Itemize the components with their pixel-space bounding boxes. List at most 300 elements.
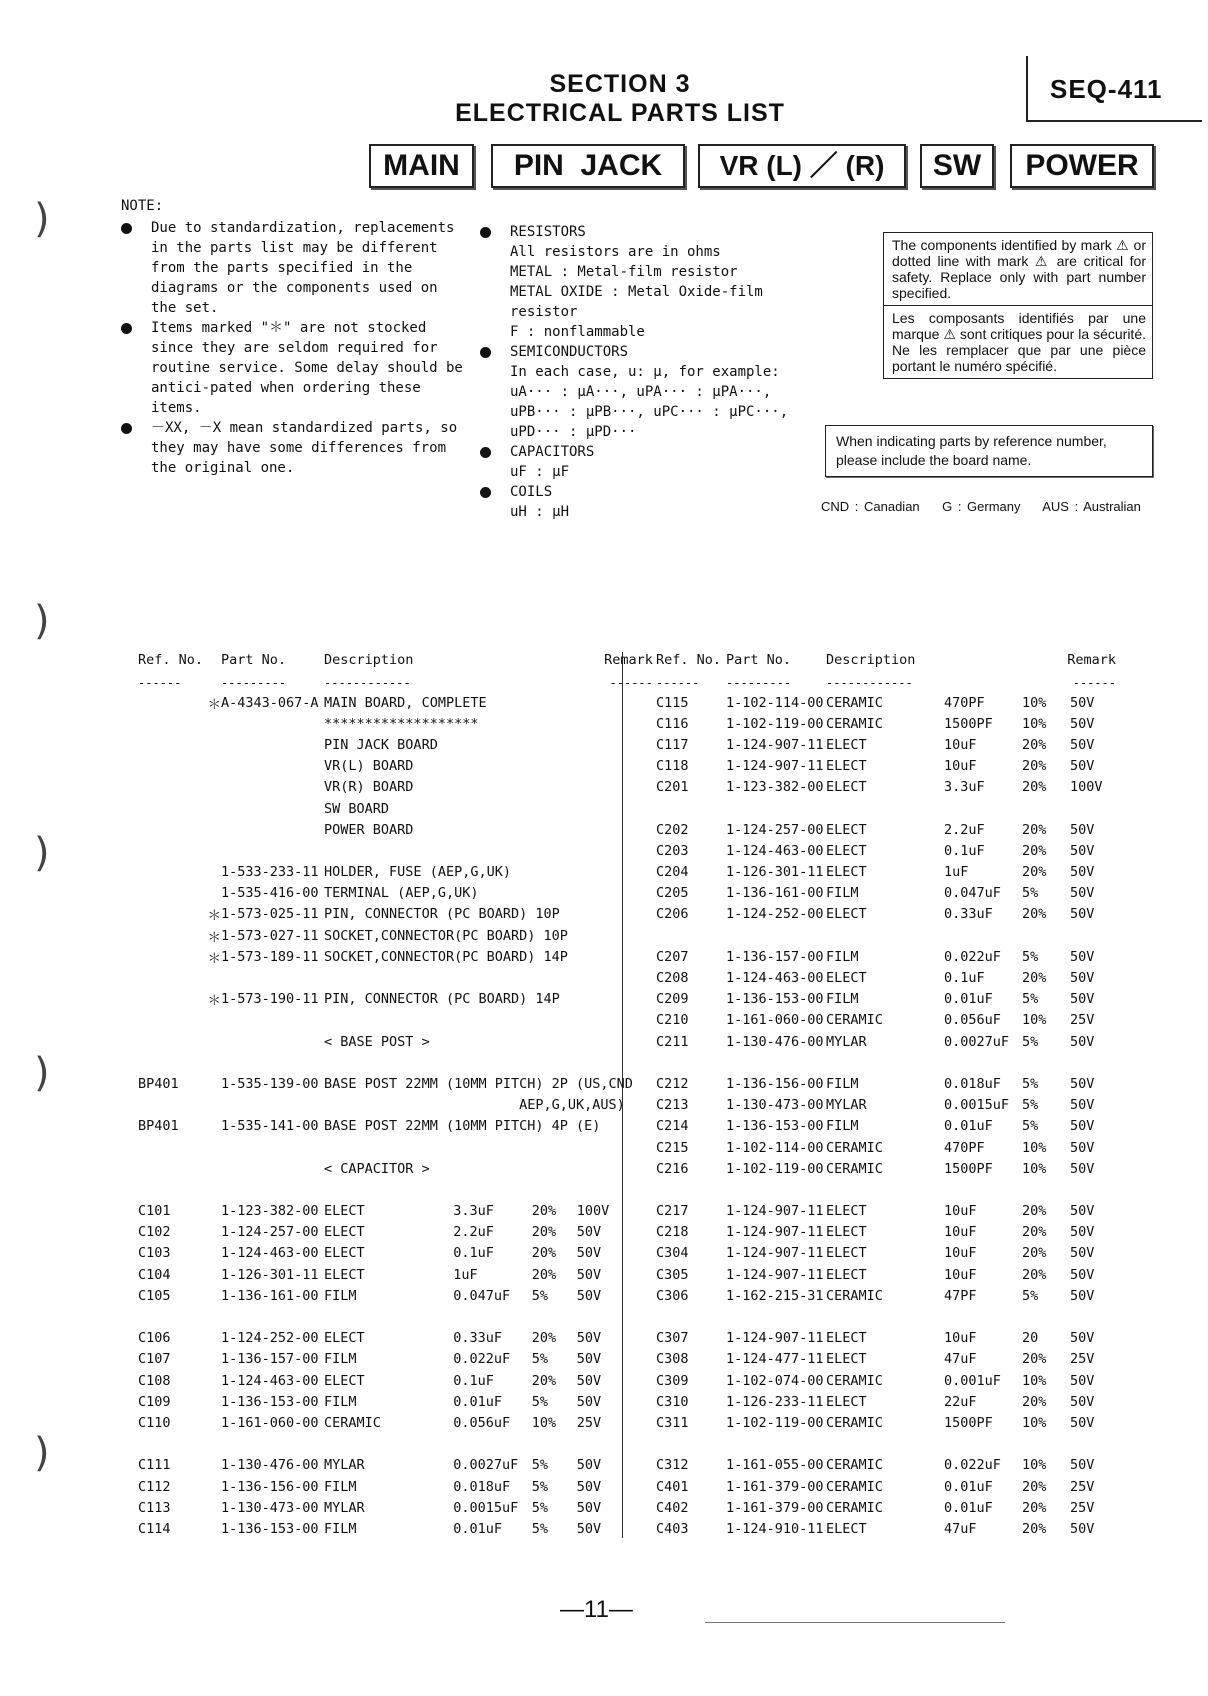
table-row	[656, 1518, 1116, 1539]
value	[944, 1306, 1022, 1327]
description: MYLAR	[324, 1457, 365, 1474]
ref-cell	[656, 798, 726, 819]
part-number: 1-102-119-00	[726, 1414, 824, 1431]
ref-cell	[656, 1052, 726, 1073]
model-number: SEQ-411	[1050, 74, 1163, 104]
value: 0.022uF	[453, 1351, 511, 1368]
part-number: 1-102-114-00	[726, 694, 824, 711]
description: FILM	[324, 1393, 357, 1410]
part-number: 1-124-907-11	[726, 1330, 824, 1347]
tolerance: 20%	[1022, 758, 1047, 775]
tolerance: 5%	[1022, 991, 1039, 1008]
part-number	[221, 1306, 324, 1327]
tolerance: 20%	[1022, 970, 1047, 987]
value: 0.001uF	[944, 1372, 1001, 1389]
ref-cell	[138, 1434, 203, 1455]
tolerance: 5%	[1022, 1287, 1039, 1304]
part-number	[221, 798, 324, 819]
part-number: 1-136-161-00	[221, 1287, 319, 1304]
tolerance: 5%	[1022, 948, 1039, 965]
tolerance: 5%	[531, 1287, 549, 1304]
tolerance: 5%	[531, 1393, 549, 1410]
voltage: 50V	[576, 1245, 602, 1262]
ref-cell	[138, 967, 203, 988]
abbreviation-group	[480, 442, 820, 482]
part-number: A-4343-067-A	[221, 694, 319, 711]
table-row	[138, 1243, 653, 1264]
value	[944, 1052, 1022, 1073]
voltage: 50V	[576, 1520, 602, 1537]
table-row	[656, 692, 1116, 713]
part-number: 1-136-157-00	[726, 948, 824, 965]
abbreviation-line: F : nonflammable	[510, 324, 645, 340]
description: FILM	[826, 1118, 859, 1135]
description: ELECT	[826, 758, 867, 775]
value	[453, 1434, 532, 1455]
tolerance: 20%	[1022, 1351, 1047, 1368]
voltage: 50V	[1070, 1245, 1095, 1262]
description: PIN JACK BOARD	[324, 736, 438, 753]
tolerance: 20%	[1022, 906, 1047, 923]
tolerance: 5%	[531, 1351, 549, 1368]
part-number	[726, 925, 826, 946]
ref-cell: C304	[656, 1245, 689, 1262]
value: 0.01uF	[944, 1118, 993, 1135]
tolerance: 20%	[1022, 1478, 1047, 1495]
abbreviation-line: uPD··· : μPD···	[510, 424, 637, 440]
part-number: 1-124-252-00	[726, 906, 824, 923]
abbreviation-line: In each case, u: μ, for example:	[510, 364, 780, 380]
table-row	[138, 989, 653, 1010]
col-header-ref: Ref. No.	[138, 652, 204, 668]
table-row	[656, 1497, 1116, 1518]
voltage	[1058, 798, 1116, 819]
value: 3.3uF	[453, 1203, 494, 1220]
table-row	[656, 1031, 1116, 1052]
ref-cell: C217	[656, 1203, 689, 1220]
stock-mark	[203, 840, 221, 861]
tolerance	[532, 1010, 577, 1031]
table-row	[656, 1370, 1116, 1391]
part-number: 1-130-476-00	[726, 1033, 824, 1050]
description: FILM	[826, 948, 859, 965]
ref-cell: C208	[656, 970, 689, 987]
ref-cell: C213	[656, 1097, 689, 1114]
tolerance	[532, 1052, 577, 1073]
table-row	[656, 1095, 1116, 1116]
part-number: 1-136-153-00	[726, 991, 824, 1008]
ref-cell: C401	[656, 1478, 689, 1495]
description: ELECT	[324, 1203, 365, 1220]
tolerance: 20%	[1022, 1245, 1047, 1262]
value: 0.01uF	[453, 1393, 502, 1410]
table-row	[138, 734, 653, 755]
description: SOCKET,CONNECTOR(PC BOARD) 10P	[324, 927, 568, 944]
ref-cell: C111	[138, 1457, 171, 1474]
value: 0.1uF	[453, 1245, 494, 1262]
part-number: 1-161-379-00	[726, 1499, 824, 1516]
table-row	[138, 883, 653, 904]
tolerance	[532, 967, 577, 988]
table-row	[656, 798, 1116, 819]
ref-cell	[138, 1031, 203, 1052]
table-row	[656, 756, 1116, 777]
description: BASE POST 22MM (10MM PITCH) 4P (E)	[324, 1118, 601, 1135]
value: 0.01uF	[453, 1520, 502, 1537]
value	[453, 1052, 532, 1073]
ref-cell: C109	[138, 1393, 171, 1410]
abbreviation-heading: COILS	[510, 484, 553, 500]
part-number	[221, 1179, 324, 1200]
part-number: 1-130-476-00	[221, 1457, 319, 1474]
ref-cell: C102	[138, 1224, 171, 1241]
description	[826, 798, 944, 819]
abbreviation-line: All resistors are in ohms	[510, 244, 721, 260]
table-row	[656, 1137, 1116, 1158]
voltage: 50V	[1070, 821, 1095, 838]
reference-note: When indicating parts by reference number, please include the board name.	[825, 425, 1153, 477]
tolerance: 20%	[1022, 779, 1047, 796]
ref-cell	[138, 925, 203, 946]
country-legend: CND : Canadian G : Germany AUS : Australian	[821, 499, 1141, 514]
part-number	[221, 819, 324, 840]
description	[324, 1434, 453, 1455]
voltage	[1058, 1052, 1116, 1073]
ref-cell: BP401	[138, 1118, 179, 1135]
tolerance: 20%	[531, 1224, 557, 1241]
value: 0.33uF	[944, 906, 993, 923]
section-number: SECTION 3	[549, 70, 691, 98]
stock-mark	[203, 1243, 221, 1264]
ref-cell: C114	[138, 1520, 171, 1537]
description: ELECT	[826, 1245, 867, 1262]
description: MYLAR	[826, 1097, 867, 1114]
description: TERMINAL (AEP,G,UK)	[324, 885, 479, 902]
table-row	[656, 713, 1116, 734]
stock-mark: ＊	[207, 696, 222, 713]
part-number: 1-533-233-11	[221, 864, 319, 881]
tolerance: 5%	[531, 1499, 549, 1516]
part-number	[221, 967, 324, 988]
note-item: Items marked "＊" are not stocked since they are seldom required for routine service. Some delay should be antici-pated when ordering these items.	[121, 318, 471, 418]
voltage: 50V	[576, 1351, 602, 1368]
description: CERAMIC	[324, 1414, 381, 1431]
table-row	[138, 1518, 653, 1539]
ref-cell: C402	[656, 1499, 689, 1516]
table-row	[656, 883, 1116, 904]
description: ELECT	[826, 906, 867, 923]
ref-cell: C113	[138, 1499, 171, 1516]
description: CERAMIC	[826, 1414, 883, 1431]
table-row	[656, 1264, 1116, 1285]
part-number: 1-124-907-11	[726, 1203, 824, 1220]
voltage: 50V	[1070, 906, 1095, 923]
tolerance: 20%	[1022, 1393, 1047, 1410]
description: HOLDER, FUSE (AEP,G,UK)	[324, 864, 511, 881]
part-number: 1-136-153-00	[221, 1520, 319, 1537]
col-header-ref: Ref. No.	[656, 652, 722, 668]
ref-cell: C112	[138, 1478, 171, 1495]
voltage: 50V	[1070, 1160, 1095, 1177]
ref-cell: BP401	[138, 1075, 179, 1092]
ref-cell	[138, 798, 203, 819]
parts-table-left: Ref. No. Part No. Description Remark ------ --------- ------------ ------ ＊ A-4343-067-A MAIN BOARD, COMPLETE ******************* PIN JACK BOARD VR(L) BOARD VR(R) BOARD SW BOARD POWER BOARD 1-533-233-11 HOLDER, FUSE (AEP,G,UK) 1-535-416-00 TERMINAL (AEP,G,UK) ＊ 1-573-025-11 PIN, CONNECTOR (PC BOARD) 10P ＊ 1-573-027-11 SOCKET,CONNECTOR(PC BOARD) 10P ＊ 1-573-189-11 SOCKET,CONNECTOR(PC BOARD) 14P ＊ 1-573-190-11 PIN, CONNECTOR (PC BOARD) 14P < BASE POST > BP401 1-535-139-00 BASE POST 22MM (10MM PITCH) 2P (US,CND AEP,G,UK,AUS) BP401 1-535-141-00 BASE POST 22MM (10MM PITCH) 4P (E) < CAPACITOR > C101 1-123-382-00 ELECT 3.3uF 20% 100V C102 1-124-257-00 ELECT 2.2uF 20% 50V C103 1-124-463-00 ELECT 0.1uF 20% 50V C104 1-126-301-11 ELECT 1uF 20% 50V C105 1-136-161-00 FILM 0.047uF 5% 50V C106 1-124-252-00 ELECT 0.33uF 20% 50V C107 1-136-157-00 FILM 0.022uF 5% 50V C108 1-124-463-00 ELECT 0.1uF 20% 50V C109 1-136-153-00 FILM 0.01uF 5% 50V C110 1-161-060-00 CERAMIC 0.056uF 10% 25V C111 1-130-476-00 MYLAR 0.0027uF 5% 50V C112 1-136-156-00 FILM 0.018uF 5% 50V C113 1-130-473-00 MYLAR 0.0015uF 5% 50V C114 1-136-153-00 FILM 0.01uF 5% 50V	[138, 652, 653, 1540]
part-number: 1-535-141-00	[221, 1118, 319, 1135]
col-header-desc: Description	[324, 652, 414, 668]
part-number	[221, 840, 324, 861]
table-row	[138, 1158, 653, 1179]
value: 2.2uF	[453, 1224, 494, 1241]
part-number: 1-136-161-00	[726, 885, 824, 902]
part-number: 1-161-379-00	[726, 1478, 824, 1495]
tolerance	[1022, 1052, 1058, 1073]
tolerance: 10%	[1022, 1012, 1047, 1029]
voltage: 50V	[1070, 1118, 1095, 1135]
voltage: 50V	[1070, 736, 1095, 753]
col-header-part: Part No.	[726, 652, 792, 668]
ref-cell	[138, 819, 203, 840]
ref-cell: C203	[656, 842, 689, 859]
value: 0.01uF	[944, 991, 993, 1008]
value	[453, 1179, 532, 1200]
ref-cell	[138, 946, 203, 967]
value: 10uF	[944, 1245, 977, 1262]
ref-cell: C202	[656, 821, 689, 838]
value: 10uF	[944, 1330, 977, 1347]
description: CERAMIC	[826, 1499, 883, 1516]
stock-mark	[203, 1455, 221, 1476]
ref-cell: C104	[138, 1266, 171, 1283]
voltage: 100V	[1070, 779, 1103, 796]
description: CERAMIC	[826, 1457, 883, 1474]
description	[324, 840, 453, 861]
description: ELECT	[324, 1245, 365, 1262]
voltage	[577, 1010, 633, 1031]
description: CERAMIC	[826, 1160, 883, 1177]
ref-cell: C201	[656, 779, 689, 796]
voltage: 50V	[1070, 948, 1095, 965]
tolerance: 20%	[1022, 821, 1047, 838]
part-number	[221, 1010, 324, 1031]
tolerance: 10%	[1022, 1414, 1047, 1431]
table-row	[138, 1328, 653, 1349]
value	[453, 1306, 532, 1327]
voltage	[577, 840, 633, 861]
ref-cell: C117	[656, 736, 689, 753]
part-number: 1-124-463-00	[221, 1372, 319, 1389]
note-item: －XX, －X mean standardized parts, so they may have some differences from the original one.	[121, 418, 471, 478]
part-number: 1-136-156-00	[726, 1075, 824, 1092]
part-number: 1-130-473-00	[726, 1097, 824, 1114]
voltage: 50V	[576, 1266, 602, 1283]
tolerance: 10%	[1022, 1160, 1047, 1177]
table-row	[656, 989, 1116, 1010]
abbreviation-block	[480, 222, 820, 522]
stock-mark	[203, 1095, 221, 1116]
tolerance	[1022, 1179, 1058, 1200]
stock-mark	[203, 713, 221, 734]
value	[453, 1137, 532, 1158]
voltage: 50V	[1070, 842, 1095, 859]
col-header-remark: Remark	[604, 652, 653, 668]
part-number: 1-124-907-11	[726, 1224, 824, 1241]
voltage: 50V	[576, 1393, 602, 1410]
stock-mark	[203, 777, 221, 798]
value: 1500PF	[944, 1160, 993, 1177]
table-row	[138, 1306, 653, 1327]
stock-mark	[203, 1285, 221, 1306]
stock-mark	[203, 1137, 221, 1158]
value: 0.1uF	[944, 842, 985, 859]
table-row	[656, 946, 1116, 967]
ref-cell: C205	[656, 885, 689, 902]
ref-cell	[138, 904, 203, 925]
table-row	[138, 1116, 653, 1137]
ref-cell: C107	[138, 1351, 171, 1368]
description: FILM	[826, 1075, 859, 1092]
voltage: 50V	[1070, 1372, 1095, 1389]
value: 0.01uF	[944, 1499, 993, 1516]
description: POWER BOARD	[324, 821, 414, 838]
ref-cell: C115	[656, 694, 689, 711]
ref-cell	[138, 883, 203, 904]
table-row	[138, 1052, 653, 1073]
part-number	[221, 1158, 324, 1179]
value: 2.2uF	[944, 821, 985, 838]
table-row	[138, 967, 653, 988]
voltage: 50V	[1070, 715, 1095, 732]
table-row	[138, 1476, 653, 1497]
stock-mark	[203, 1222, 221, 1243]
description: < BASE POST >	[324, 1033, 430, 1050]
value	[944, 1434, 1022, 1455]
table-row	[138, 1179, 653, 1200]
ref-cell: C403	[656, 1520, 689, 1537]
voltage	[577, 967, 633, 988]
stock-mark	[203, 883, 221, 904]
table-row	[656, 925, 1116, 946]
voltage	[577, 1137, 633, 1158]
safety-notice-fr: Les composants identifiés par une marque ⚠ sont critiques pour la sécurité. Ne les remplacer que par une pièce portant le numéro spécifié.	[892, 310, 1146, 374]
description: MYLAR	[324, 1499, 365, 1516]
table-row	[138, 1010, 653, 1031]
abbreviation-heading: SEMICONDUCTORS	[510, 344, 629, 360]
binding-mark: )	[34, 1430, 50, 1476]
tolerance: 10%	[1022, 715, 1047, 732]
table-row	[656, 1455, 1116, 1476]
ref-cell: C218	[656, 1224, 689, 1241]
part-number	[726, 1052, 826, 1073]
part-number: 1-124-257-00	[726, 821, 824, 838]
tolerance	[532, 1179, 577, 1200]
tolerance: 5%	[531, 1457, 549, 1474]
ref-cell	[138, 840, 203, 861]
voltage: 50V	[1070, 1139, 1095, 1156]
part-number: 1-136-153-00	[726, 1118, 824, 1135]
tolerance: 10%	[1022, 1372, 1047, 1389]
voltage: 50V	[1070, 1075, 1095, 1092]
table-row	[656, 1391, 1116, 1412]
description	[826, 1306, 944, 1327]
tolerance: 20%	[531, 1372, 557, 1389]
description: ELECT	[826, 864, 867, 881]
description: MAIN BOARD, COMPLETE	[324, 694, 487, 711]
description: CERAMIC	[826, 1478, 883, 1495]
part-number: 1-124-907-11	[726, 736, 824, 753]
part-number	[221, 777, 324, 798]
description: ELECT	[826, 779, 867, 796]
ref-cell: C215	[656, 1139, 689, 1156]
part-number: 1-102-114-00	[726, 1139, 824, 1156]
stock-mark	[203, 1328, 221, 1349]
voltage: 50V	[1070, 1457, 1095, 1474]
part-number: 1-126-233-11	[726, 1393, 824, 1410]
table-row	[138, 819, 653, 840]
ref-cell	[138, 692, 203, 713]
stock-mark: ＊	[207, 993, 222, 1010]
stock-mark	[203, 967, 221, 988]
part-number	[726, 798, 826, 819]
value: 0.1uF	[453, 1372, 494, 1389]
col-header-desc: Description	[826, 652, 916, 668]
stock-mark: ＊	[207, 908, 222, 925]
part-number	[221, 1095, 324, 1116]
description: FILM	[324, 1351, 357, 1368]
voltage: 25V	[1070, 1499, 1095, 1516]
value: 10uF	[944, 736, 977, 753]
description: ELECT	[826, 970, 867, 987]
value: 0.33uF	[453, 1330, 502, 1347]
stock-mark	[203, 1010, 221, 1031]
part-number: 1-573-190-11	[221, 991, 319, 1008]
description: ELECT	[826, 1224, 867, 1241]
voltage: 50V	[1070, 1520, 1095, 1537]
part-number: 1-161-060-00	[726, 1012, 824, 1029]
stock-mark	[203, 1349, 221, 1370]
ref-cell: C118	[656, 758, 689, 775]
value: 0.01uF	[944, 1478, 993, 1495]
stock-mark	[203, 798, 221, 819]
part-number: 1-124-252-00	[221, 1330, 319, 1347]
table-row	[138, 1497, 653, 1518]
voltage: 50V	[1070, 1097, 1095, 1114]
ref-cell: C212	[656, 1075, 689, 1092]
table-row	[138, 1455, 653, 1476]
footer-rule	[705, 1622, 1005, 1623]
table-row	[656, 1476, 1116, 1497]
voltage: 25V	[1070, 1478, 1095, 1495]
value	[453, 1010, 532, 1031]
stock-mark	[203, 1497, 221, 1518]
ref-cell: C307	[656, 1330, 689, 1347]
tolerance	[532, 840, 577, 861]
part-number: 1-161-055-00	[726, 1457, 824, 1474]
part-number	[221, 734, 324, 755]
value: 0.0015uF	[944, 1097, 1010, 1114]
description	[324, 1179, 453, 1200]
note-title: NOTE:	[121, 198, 164, 214]
value: 47uF	[944, 1520, 977, 1537]
description: ELECT	[826, 1203, 867, 1220]
value: 1500PF	[944, 715, 993, 732]
description: ELECT	[826, 1520, 867, 1537]
stock-mark	[203, 1052, 221, 1073]
description: MYLAR	[826, 1033, 867, 1050]
ref-cell	[138, 713, 203, 734]
stock-mark	[203, 1412, 221, 1433]
ref-cell: C210	[656, 1012, 689, 1029]
voltage: 50V	[1070, 1287, 1095, 1304]
